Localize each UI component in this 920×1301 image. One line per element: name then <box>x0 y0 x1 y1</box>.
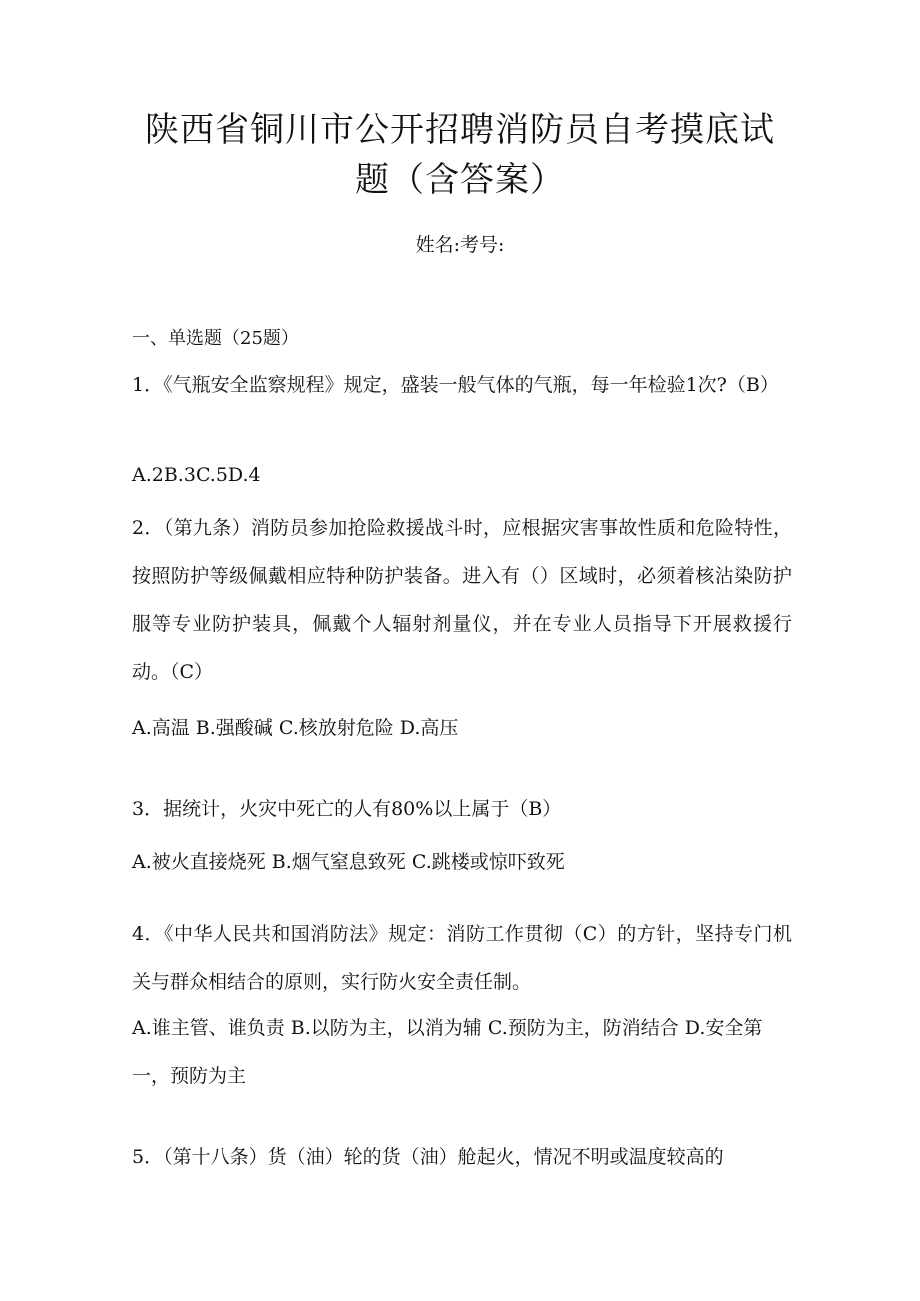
question-1-options: A.2B.3C.5D.4 <box>132 464 261 486</box>
document-title-line-2: 题（含答案） <box>355 160 565 200</box>
question-4-text: 4．《中华人民共和国消防法》规定：消防工作贯彻（C）的方针，坚持专门机关与群众相结合的原则，实行防火安全责任制。 <box>132 923 792 993</box>
question-1-text: 1．《气瓶安全监察规程》规定，盛装一般气体的气瓶，每一年检验1次?（B） <box>132 374 779 396</box>
question-4-options: A.谁主管、谁负责 B.以防为主，以消为辅 C.预防为主，防消结合 D.安全第一，预防为主 <box>132 1017 763 1087</box>
question-2-text: 2．（第九条）消防员参加抢险救援战斗时，应根据灾害事故性质和危险特性，按照防护等级佩戴相应特种防护装备。进入有（）区域时，必须着核沾染防护服等专业防护装具，佩戴个人辐射剂量仪，并在专业人员指导下开展救援行动。（C） <box>132 517 792 683</box>
section-heading: 一、单选题（25题） <box>132 328 299 349</box>
question-3-text: 3．据统计，火灾中死亡的人有80%以上属于（B） <box>132 798 562 820</box>
name-and-exam-number-line: 姓名:考号: <box>415 234 505 256</box>
document-title-line-1: 陕西省铜川市公开招聘消防员自考摸底试 <box>145 110 775 150</box>
question-2-options: A.高温 B.强酸碱 C.核放射危险 D.高压 <box>132 717 459 739</box>
question-3-options: A.被火直接烧死 B.烟气窒息致死 C.跳楼或惊吓致死 <box>132 851 565 873</box>
question-5-text: 5．（第十八条）货（油）轮的货（油）舱起火，情况不明或温度较高的 <box>132 1146 724 1168</box>
